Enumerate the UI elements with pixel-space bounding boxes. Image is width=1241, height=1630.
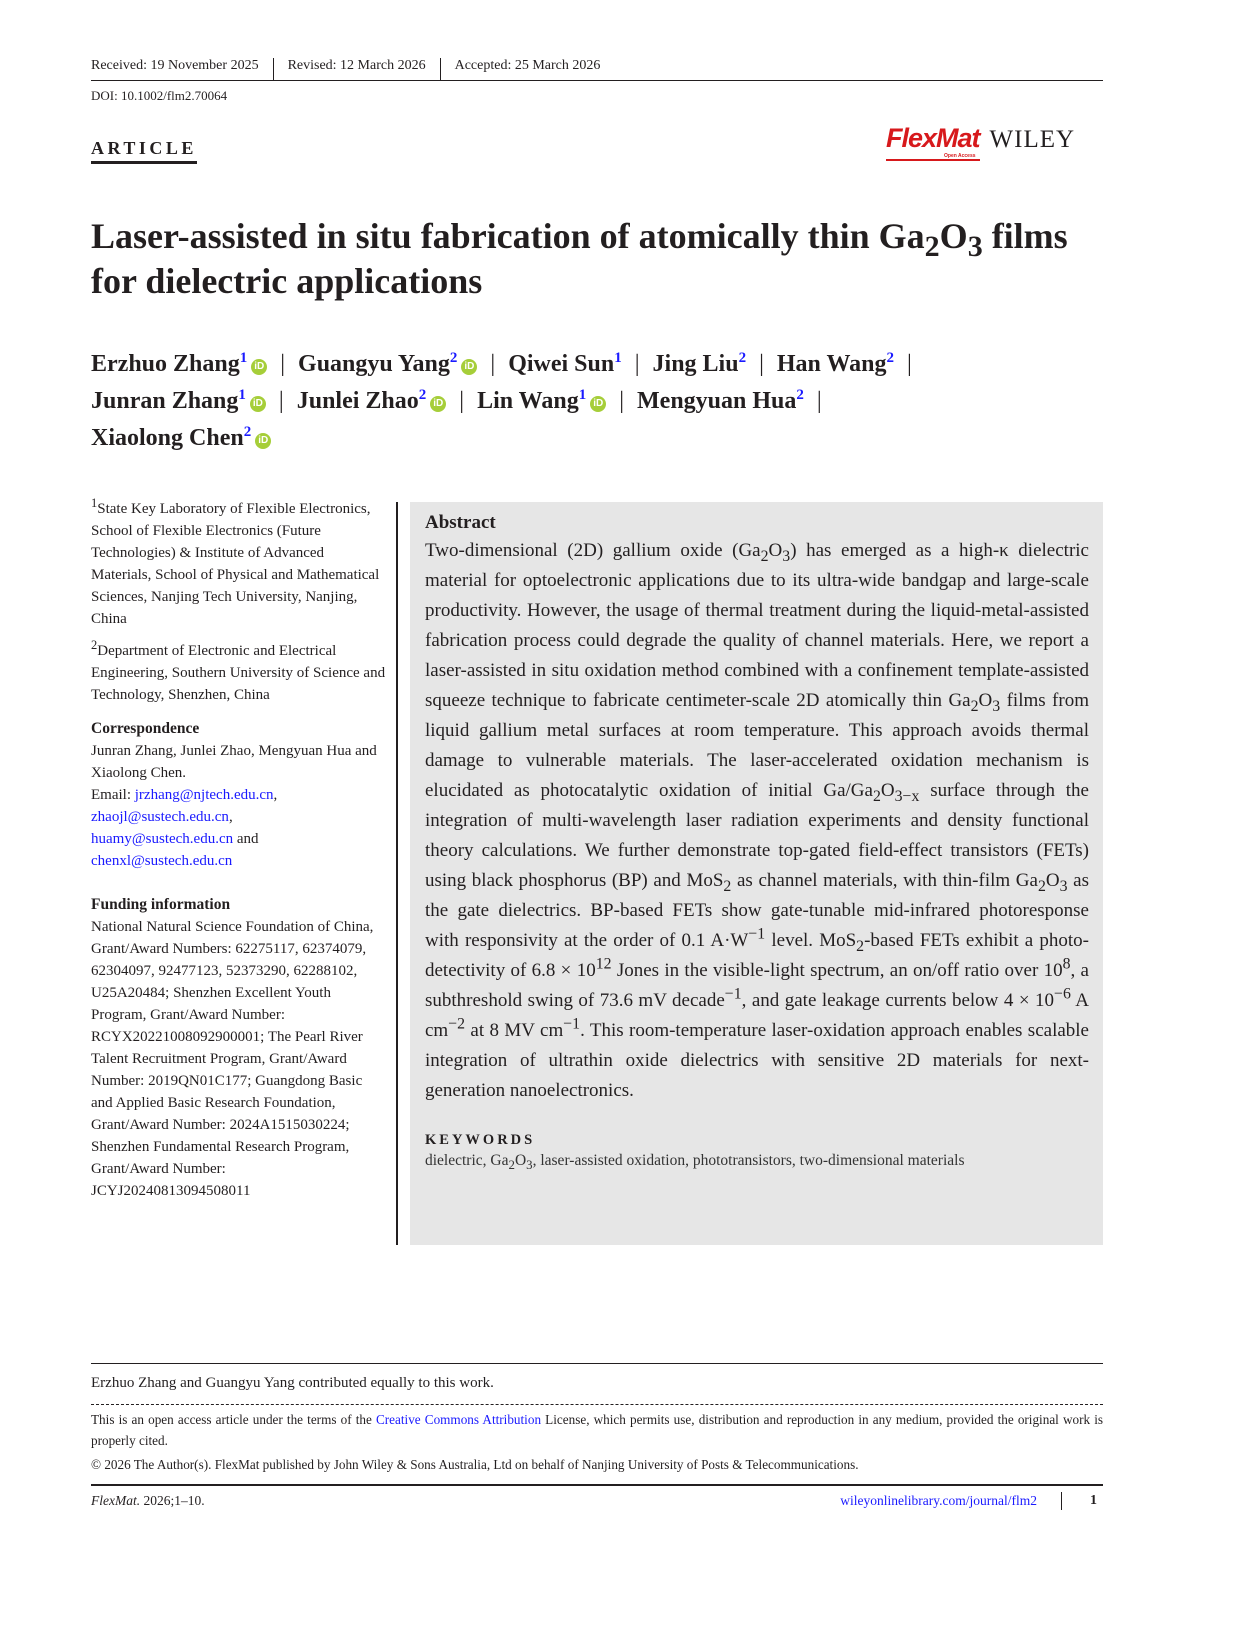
journal-name: FlexMat.: [91, 1493, 141, 1508]
author: [91, 351, 267, 377]
doi: DOI: 10.1002/flm2.70064: [91, 88, 228, 103]
page-footer: [91, 1363, 1103, 1510]
author-affiliation-number: 2: [886, 350, 894, 366]
title-block: [91, 214, 1111, 457]
abstract-box: [410, 502, 1103, 1245]
subscript: 3: [967, 230, 983, 264]
affiliation-number: 2: [91, 638, 98, 652]
author-name: Xiaolong Chen: [91, 425, 244, 451]
journal-url-link[interactable]: wileyonlinelibrary.com/journal/flm2: [840, 1493, 1037, 1508]
side-info: [91, 498, 386, 1245]
equal-contribution-note: Erzhuo Zhang and Guangyu Yang contributed equally to this work.: [91, 1375, 494, 1391]
history-dates: [91, 58, 1103, 81]
accepted-date: Accepted: 25 March 2026: [454, 58, 601, 73]
author: [637, 388, 804, 414]
front-matter-body: [91, 498, 1103, 1245]
funding-heading: Funding information: [91, 896, 231, 913]
author: [777, 351, 894, 377]
keywords-heading: KEYWORDS: [425, 1132, 536, 1148]
author-affiliation-number: 1: [614, 350, 622, 366]
subscript: 3−x: [894, 787, 920, 805]
author-separator: |: [907, 351, 912, 377]
page-separator: [1061, 1492, 1062, 1510]
author-separator: |: [459, 388, 465, 414]
email-link[interactable]: jrzhang@njtech.edu.cn: [134, 787, 274, 803]
author-name: Han Wang: [776, 351, 887, 377]
orcid-icon[interactable]: iD: [461, 359, 477, 375]
license-link[interactable]: Creative Commons Attribution: [375, 1412, 542, 1427]
email-link[interactable]: huamy@sustech.edu.cn: [91, 831, 234, 847]
affiliation-text: State Key Laboratory of Flexible Electronics, School of Flexible Electronics (Future Technologies) & Institute of Advanced Materials, School of Physical and Mathematical Sciences, Nanjing Tech University, Nanjing, China: [91, 501, 380, 627]
subscript: 2: [1037, 877, 1046, 895]
orcid-icon[interactable]: iD: [251, 359, 267, 375]
revised-date: Revised: 12 March 2026: [288, 58, 441, 80]
affiliation-text: Department of Electronic and Electrical Engineering, Southern University of Science and Technology, Shenzhen, China: [91, 643, 386, 703]
superscript: −1: [563, 1015, 581, 1033]
author-name: Erzhuo Zhang: [91, 351, 240, 377]
journal-logo: [886, 124, 1075, 161]
author-name: Junran Zhang: [91, 388, 239, 414]
author-affiliation-number: 2: [243, 424, 252, 440]
author-affiliation-number: 2: [418, 387, 427, 403]
orcid-icon[interactable]: iD: [250, 396, 266, 412]
page-number: 1: [1090, 1493, 1097, 1508]
keywords-list: dielectric, $Ga_2O_3$, laser-assisted oxidation, phototransistors, two-dimensional materials: [425, 1152, 965, 1173]
author-separator: |: [278, 388, 284, 414]
subscript: 2: [924, 230, 940, 264]
author-separator: |: [490, 351, 496, 377]
superscript: −1: [724, 985, 742, 1003]
abstract-heading: Abstract: [425, 512, 496, 533]
author: [653, 351, 747, 377]
author-affiliation-number: 1: [238, 387, 246, 403]
author-affiliation-number: 1: [239, 350, 248, 366]
affiliation-number: 1: [91, 496, 98, 510]
superscript: 8: [1062, 955, 1071, 973]
open-access-tag: Open Access: [944, 153, 976, 159]
wiley-logo: WILEY: [989, 126, 1076, 153]
author-separator: |: [619, 388, 625, 414]
subscript: 3: [526, 1157, 533, 1173]
subscript: 2: [760, 547, 769, 565]
orcid-icon[interactable]: iD: [430, 396, 446, 412]
author-list: [91, 346, 1111, 457]
journal-volume: 2026;1–10.: [140, 1493, 205, 1508]
subscript: 3: [782, 547, 791, 565]
author-name: Guangyu Yang: [298, 351, 450, 377]
author: [91, 425, 271, 451]
author-separator: |: [634, 351, 640, 377]
author: [297, 388, 447, 414]
abstract-text: Two-dimensional (2D) gallium oxide $(Ga_2O_3)$ has emerged as a high-κ dielectric material for optoelectronic applications due to its ultra-wide bandgap and large-scale productivity. However, the usage of thermal treatment during the liquid-metal-assisted fabrication process could degrade the quality of channel materials. Here, we report a laser-assisted in situ oxidation method combined with a confinement template-assisted squeeze technique to fabricate centimeter-scale 2D atomically thin $Ga_2O_3$ films from liquid gallium metal surfaces at room temperature. This approach avoids thermal damage to vulnerable materials. The laser-accelerated oxidation mechanism is elucidated as photocatalytic oxidation of initial $Ga/Ga_2O_{3-x}$ surface through the integration of multi-wavelength laser radiation experiments and density functional theory calculations. We further demonstrate top-gated field-effect transistors (FETs) using black phosphorus (BP) and MoS$_2$ as channel materials, with thin-film $Ga_2O_3$ as the gate dielectrics. BP-based FETs show gate-tunable mid-infrared photoresponse with responsivity at the order of 0.1 $A\cdot W^{-1}$ level. MoS$_2$-based FETs exhibit a photo-detectivity of $6.8 \times 10^{12}$ Jones in the visible-light spectrum, an on/off ratio over $10^8$, a subthreshold swing of 73.6 mV decade$^{-1}$, and gate leakage currents below $4 \times 10^{-6}$ A $cm^{-2}$ at 8 MV $cm^{-1}$. This room-temperature laser-oxidation approach enables scalable integration of ultrathin oxide dielectrics with sensitive 2D materials for next-generation nanoelectronics.: [425, 540, 1089, 1101]
subscript: 2: [970, 697, 979, 715]
article-type-label: ARTICLE: [91, 138, 197, 164]
author: [298, 351, 477, 377]
funding-text: National Natural Science Foundation of China, Grant/Award Numbers: 62275117, 62374079, 62304097, 92477123, 52373290, 62288102, U25A20484; Shenzhen Excellent Youth Program, Grant/Award Number: RCYX20221008092900001; The Pearl River Talent Recruitment Program, Grant/Award Number: 2019QN01C177; Guangdong Basic and Applied Basic Research Foundation, Grant/Award Number: 2024A1515030224; Shenzhen Fundamental Research Program, Grant/Award Number: JCYJ20240813094508011: [91, 919, 374, 1199]
journal-citation: [91, 1492, 840, 1510]
email-label: Email:: [91, 787, 135, 803]
correspondence-heading: Correspondence: [91, 720, 200, 737]
correspondence-emails: Email: jrzhang@njtech.edu.cn, zhaojl@sustech.edu.cn, huamy@sustech.edu.cn and chenxl@sustech.edu.cn: [91, 787, 278, 869]
received-date: Received: 19 November 2025: [91, 58, 274, 80]
subscript: 2: [872, 787, 881, 805]
subscript: 2: [508, 1157, 515, 1173]
author: [508, 351, 622, 377]
copyright-text: © 2026 The Author(s). FlexMat published by John Wiley & Sons Australia, Ltd on behalf of Nanjing University of Posts & Telecommunications.: [91, 1457, 859, 1472]
flexmat-logo: [886, 124, 980, 161]
superscript: −1: [748, 925, 766, 943]
author-name: Lin Wang: [477, 388, 579, 414]
and-text: and: [233, 831, 259, 847]
license-text: This is an open access article under the terms of the Creative Commons Attribution License, which permits use, distribution and reproduction in any medium, provided the original work is properly cited.: [91, 1412, 1104, 1448]
author-affiliation-number: 2: [796, 387, 804, 403]
superscript: −6: [1054, 985, 1071, 1003]
author-affiliation-number: 1: [578, 387, 587, 403]
author-name: Jing Liu: [652, 351, 739, 377]
author-name: Junlei Zhao: [296, 388, 419, 414]
affiliation-2: [91, 640, 386, 706]
author-name: Qiwei Sun: [508, 351, 615, 377]
superscript: −2: [448, 1015, 466, 1033]
author: [91, 388, 266, 414]
author-name: Mengyuan Hua: [637, 388, 797, 414]
flexmat-wordmark: FlexMat: [886, 123, 980, 153]
orcid-icon[interactable]: iD: [255, 433, 271, 449]
author-affiliation-number: 2: [738, 350, 747, 366]
author-affiliation-number: 2: [449, 350, 458, 366]
subscript: 2: [723, 877, 732, 895]
subscript: 2: [856, 937, 865, 955]
column-divider: [396, 502, 398, 1245]
subscript: 3: [1059, 877, 1068, 895]
paper-title: Laser-assisted in situ fabrication of atomically thin $Ga_2O_3$ films for dielectric applications: [91, 216, 1068, 301]
footer-row: [91, 1486, 1103, 1510]
author-separator: |: [816, 388, 822, 414]
correspondence-names: Junran Zhang, Junlei Zhao, Mengyuan Hua and Xiaolong Chen.: [91, 743, 377, 781]
email-link[interactable]: chenxl@sustech.edu.cn: [91, 853, 233, 869]
superscript: 12: [595, 955, 612, 973]
author-separator: |: [280, 351, 286, 377]
email-link[interactable]: zhaojl@sustech.edu.cn: [91, 809, 229, 825]
affiliation-1: [91, 498, 386, 630]
author: [477, 388, 606, 414]
orcid-icon[interactable]: iD: [590, 396, 606, 412]
author-separator: |: [759, 351, 764, 377]
subscript: 3: [992, 697, 1001, 715]
